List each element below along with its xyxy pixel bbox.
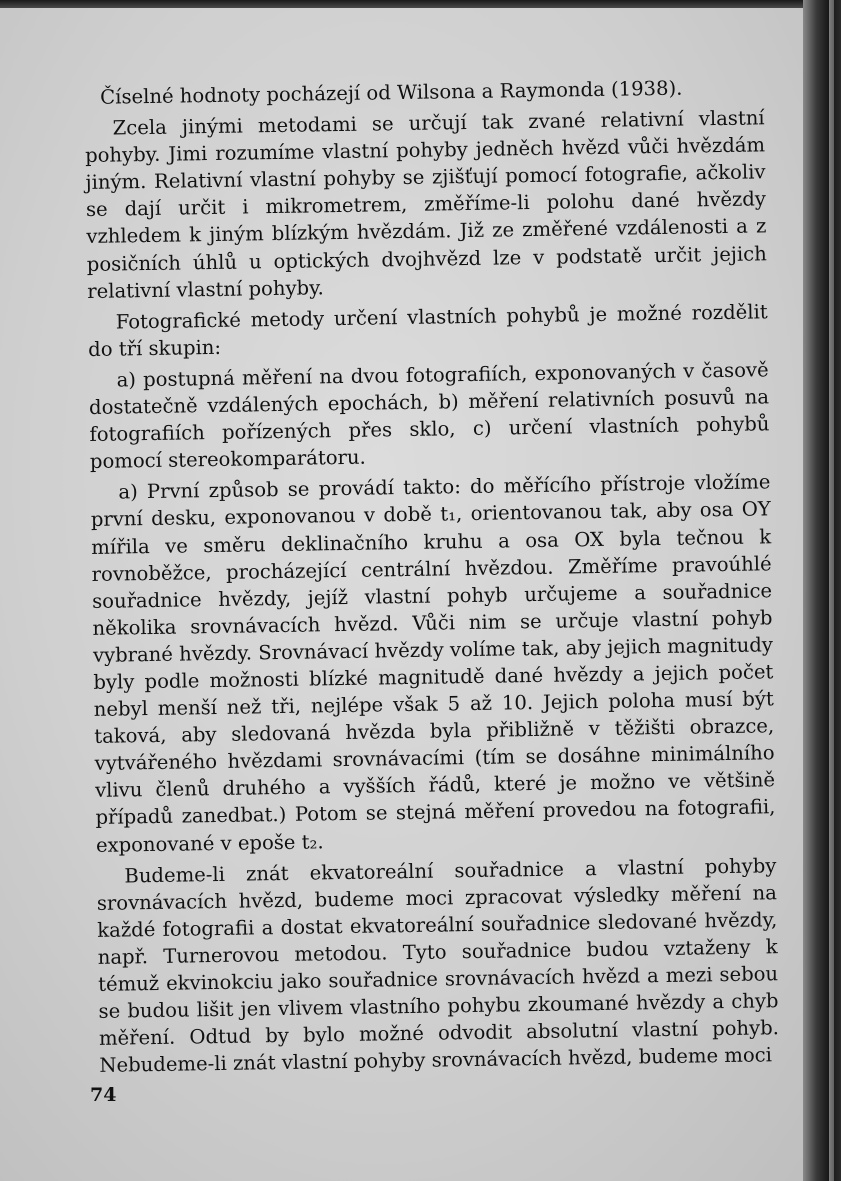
paragraph-methods-intro: Fotografické metody určení vlastních pohybů je možné rozdělit do tří skupin:	[87, 300, 768, 361]
page-number: 74	[90, 1084, 117, 1106]
page-top-shadow	[0, 0, 841, 8]
paragraph-first-method: a) První způsob se provádí takto: do měřícího přístroje vložíme první desku, exponovanou v době t₁, orientovanou tak, aby osa OY mířila ve směru deklinačního kruhu a osa OX byla tečnou k rovnoběžce, procházející centrální hvězdou. Změříme pravoúhlé souřadnice hvězdy, jejíž vlastní pohyb určujeme a souřadnice několika srovnávacích hvězd. Vůči nim se určuje vlastní pohyb vybrané hvězdy. Srovnávací hvězdy volíme tak, aby jejich magnitudy byly podle možnosti blízké magnitudě dané hvězdy a jejich počet nebyl menší než tři, nejlépe však 5 až 10. Jejich poloha musí být taková, aby sledovaná hvězda byla přibližně v těžišti obrazce, vytvářeného hvězdami srovnávacími (tím se dosáhne minimálního vlivu členů druhého a vyšších řádů, které je možno ve většině případů zanedbat.) Potom se stejná měření provedou na fotografii, exponované v epoše t₂.	[90, 470, 776, 857]
paragraph-method-groups: a) postupná měření na dvou fotografiích, exponovaných v časově dostatečně vzdálených epochách, b) měření relativních posuvů na fotografiích pořízených přes sklo, c) určení vlastních pohybů pomocí stereokomparátoru.	[88, 358, 770, 474]
body-text	[84, 73, 780, 1083]
paragraph-equatorial-coordinates: Budeme-li znát ekvatoreální souřadnice a vlastní pohyby srovnávacích hvězd, budeme moci zpracovat výsledky měření na každé fotografii a dostat ekvatoreální souřadnice sledované hvězdy, např. Turnerovou metodou. Tyto souřadnice budou vztaženy k témuž ekvinokciu jako souřadnice srovnávacích hvězd a mezi sebou se budou lišit jen vlivem vlastního pohybu zkoumané hvězdy a chyb měření. Odtud by bylo možné odvodit absolutní vlastní pohyb. Nebudeme-li znát vlastní pohyby srovnávacích hvězd, budeme moci	[96, 853, 780, 1078]
paragraph-relative-motions: Zcela jinými metodami se určují tak zvané relativní vlastní pohyby. Jimi rozumíme vlastní pohyby jedněch hvězd vůči hvězdám jiným. Relativní vlastní pohyby se zjišťují pomocí fotografie, ačkoliv se dají určit i mikrometrem, změříme-li polohu dané hvězdy vzhledem k jiným blízkým hvězdám. Již ze změřené vzdálenosti a z posičních úhlů u optických dvojhvězd lze v podstatě určit jejich relativní vlastní pohyby.	[84, 106, 767, 303]
book-spine-edge	[803, 0, 841, 1181]
paragraph-sources: Číselné hodnoty pocházejí od Wilsona a Raymonda (1938).	[100, 76, 683, 109]
